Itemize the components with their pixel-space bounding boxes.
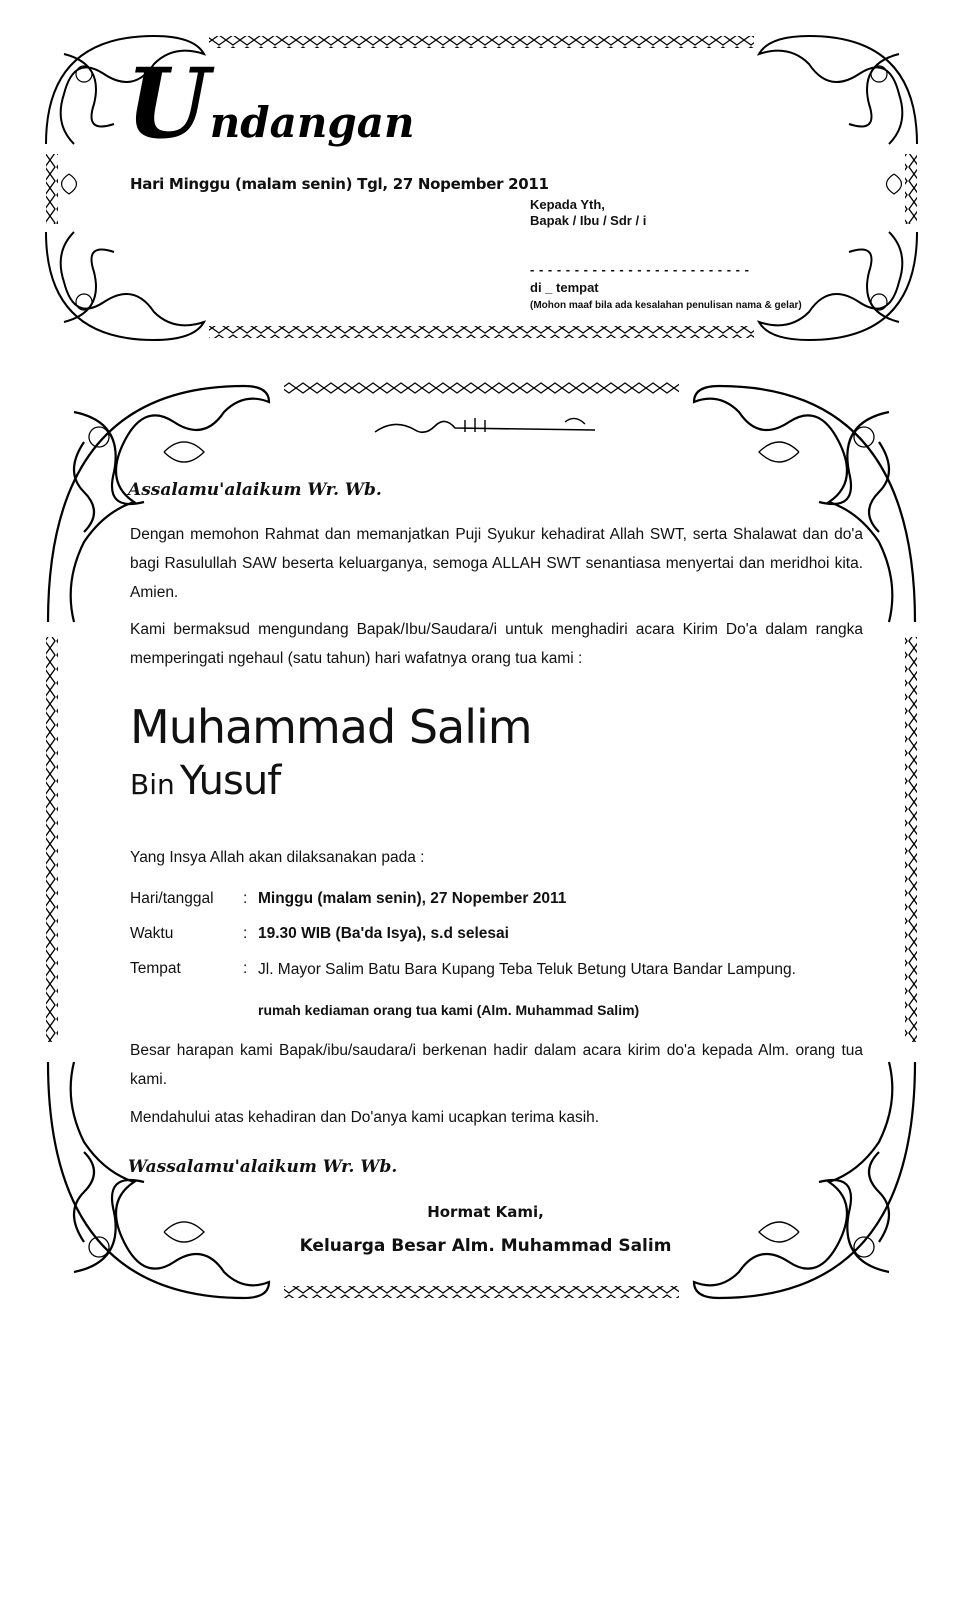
- place-value: Jl. Mayor Salim Batu Bara Kupang Teba Teluk Betung Utara Bandar Lampung.: [258, 961, 796, 978]
- title-initial: U: [126, 47, 210, 160]
- title-rest: ndangan: [209, 98, 415, 147]
- salam-opening: Assalamu'alaikum Wr. Wb.: [128, 480, 382, 500]
- day-label: Hari/tanggal: [130, 890, 214, 907]
- signature-family: Keluarga Besar Alm. Muhammad Salim: [299, 1236, 672, 1256]
- time-colon: :: [243, 925, 248, 942]
- regards-label: Hormat Kami,: [427, 1203, 544, 1221]
- time-label: Waktu: [130, 925, 174, 942]
- deceased-name: Muhammad Salim: [130, 700, 532, 754]
- recipient-name-blank: - - - - - - - - - - - - - - - - - - - - - - - - -: [530, 262, 750, 277]
- place-note: rumah kediaman orang tua kami (Alm. Muhammad Salim): [258, 1002, 640, 1018]
- salam-closing: Wassalamu'alaikum Wr. Wb.: [128, 1157, 398, 1177]
- place-label: Tempat: [130, 960, 181, 977]
- apology-note: (Mohon maaf bila ada kesalahan penulisan nama & gelar): [530, 300, 802, 311]
- lineage-line: [130, 758, 280, 804]
- di-tempat-label: di _ tempat: [530, 280, 599, 295]
- bin-label: Bin: [130, 768, 175, 801]
- invitation-title: [126, 47, 415, 160]
- father-name: Yusuf: [179, 758, 281, 804]
- paragraph-invitation: Kami bermaksud mengundang Bapak/Ibu/Saudara/i untuk menghadiri acara Kirim Do'a dalam rangka memperingati ngehaul (satu tahun) hari wafatnya orang tua kami :: [130, 621, 863, 667]
- day-colon: :: [243, 890, 248, 907]
- paragraph-opening: Dengan memohon Rahmat dan memanjatkan Puji Syukur kehadirat Allah SWT, serta Shalawat dan do'a bagi Rasulullah SAW beserta keluarganya, semoga ALLAH SWT senantiasa menyertai dan meridhoi kita. Amien.: [130, 526, 863, 601]
- day-value: Minggu (malam senin), 27 Nopember 2011: [258, 890, 567, 907]
- kepada-label: Kepada Yth,: [530, 197, 605, 212]
- recipient-block: [530, 197, 646, 229]
- schedule-intro: Yang Insya Allah akan dilaksanakan pada :: [130, 849, 425, 866]
- time-value: 19.30 WIB (Ba'da Isya), s.d selesai: [258, 925, 509, 942]
- place-colon: :: [243, 960, 248, 977]
- paragraph-hope: Besar harapan kami Bapak/ibu/saudara/i berkenan hadir dalam acara kirim do'a kepada Alm. orang tua kami.: [130, 1042, 863, 1088]
- event-date-line: Hari Minggu (malam senin) Tgl, 27 Nopember 2011: [130, 175, 549, 193]
- paragraph-thanks: Mendahului atas kehadiran dan Do'anya kami ucapkan terima kasih.: [130, 1109, 600, 1126]
- recipient-label: Bapak / Ibu / Sdr / i: [530, 213, 647, 228]
